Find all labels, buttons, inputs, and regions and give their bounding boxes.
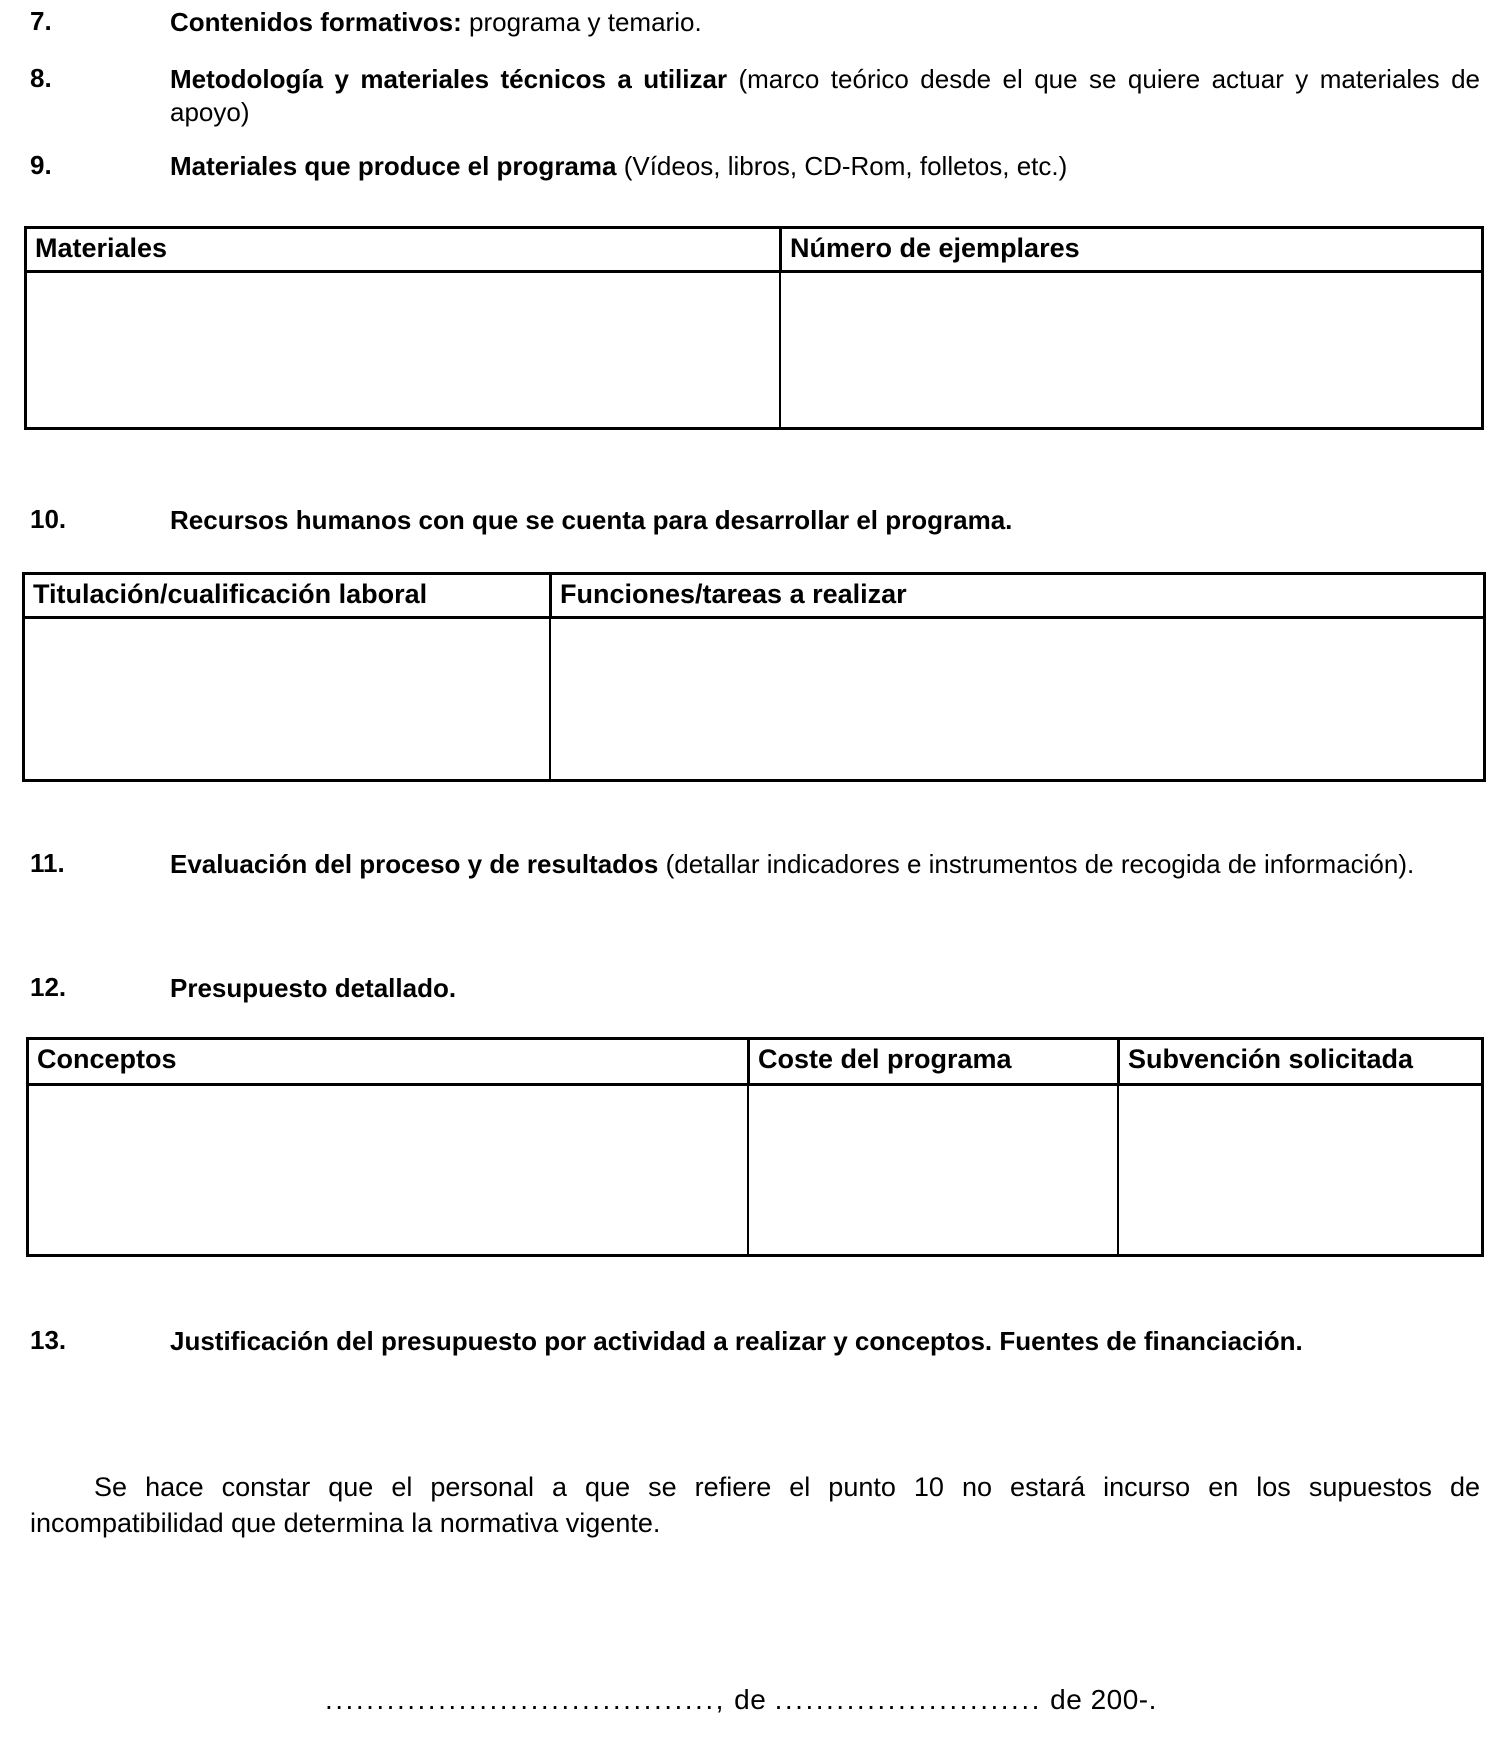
materiales-table-header-row: [27, 229, 1481, 273]
form-item-11: [30, 848, 1480, 881]
recursos-humanos-header-funciones: Funciones/tareas a realizar: [549, 575, 1483, 616]
signature-date-line: [325, 1684, 1157, 1716]
item-8-rest: (marco teórico desde el que se quiere actuar y materiales de apoyo): [170, 64, 1480, 128]
item-8-text: [170, 63, 1480, 130]
form-item-9: [30, 150, 1480, 183]
item-10-bold: Recursos humanos con que se cuenta para desarrollar el programa.: [170, 505, 1013, 535]
presupuesto-header-subvencion: Subvención solicitada: [1117, 1040, 1481, 1083]
presupuesto-cell-conceptos[interactable]: [29, 1086, 747, 1254]
item-9-bold: Materiales que produce el programa: [170, 151, 617, 181]
item-10-text: [170, 504, 1480, 537]
form-item-10: [30, 504, 1480, 537]
form-item-12: [30, 972, 1480, 1005]
item-11-bold: Evaluación del proceso y de resultados: [170, 849, 659, 879]
item-12-bold: Presupuesto detallado.: [170, 973, 457, 1003]
materiales-cell-materiales[interactable]: [27, 273, 779, 427]
item-11-text: [170, 848, 1480, 881]
presupuesto-table: [26, 1037, 1484, 1257]
month-dots[interactable]: ..........................: [774, 1684, 1042, 1715]
materiales-table: [24, 226, 1484, 430]
item-9-rest: (Vídeos, libros, CD-Rom, folletos, etc.): [616, 151, 1068, 181]
presupuesto-table-row[interactable]: [29, 1086, 1481, 1254]
recursos-humanos-header-titulacion: Titulación/cualificación laboral: [33, 579, 428, 609]
presupuesto-cell-coste[interactable]: [747, 1086, 1117, 1254]
item-13-bold: Justificación del presupuesto por actividad a realizar y conceptos. Fuentes de financiación.: [170, 1326, 1303, 1356]
item-7-text: [170, 6, 1470, 39]
item-11-rest: (detallar indicadores e instrumentos de recogida de información).: [658, 849, 1415, 879]
item-13-number: 13.: [30, 1325, 67, 1355]
de-label-2: de: [1041, 1684, 1091, 1715]
recursos-humanos-cell-titulacion[interactable]: [25, 619, 549, 779]
place-dots[interactable]: ......................................,: [325, 1684, 726, 1715]
item-13-text: [170, 1325, 1480, 1358]
materiales-table-header-materiales: Materiales: [35, 233, 168, 263]
presupuesto-cell-subvencion[interactable]: [1117, 1086, 1481, 1254]
year-value[interactable]: 200-.: [1090, 1684, 1157, 1715]
item-10-number: 10.: [30, 504, 67, 534]
recursos-humanos-table-header-row: [25, 575, 1483, 619]
materiales-table-header-numero: Número de ejemplares: [779, 229, 1481, 270]
materiales-cell-numero[interactable]: [779, 273, 1481, 427]
presupuesto-header-conceptos: Conceptos: [37, 1044, 177, 1074]
item-8-number: 8.: [30, 63, 52, 93]
recursos-humanos-cell-funciones[interactable]: [549, 619, 1483, 779]
item-8-bold: Metodología y materiales técnicos a utilizar: [170, 64, 728, 94]
form-item-8: [30, 63, 1480, 130]
item-12-text: [170, 972, 1480, 1005]
item-7-rest: programa y temario.: [461, 7, 702, 37]
form-item-13: [30, 1325, 1480, 1358]
item-7-number: 7.: [30, 6, 52, 36]
presupuesto-table-header-row: [29, 1040, 1481, 1086]
item-12-number: 12.: [30, 972, 67, 1002]
recursos-humanos-table-row[interactable]: [25, 619, 1483, 779]
item-9-number: 9.: [30, 150, 52, 180]
form-item-7: [30, 6, 1470, 39]
compatibility-statement: [30, 1470, 1480, 1542]
item-11-number: 11.: [30, 848, 65, 878]
presupuesto-header-coste: Coste del programa: [747, 1040, 1117, 1083]
item-7-bold: Contenidos formativos:: [170, 7, 462, 37]
materiales-table-row[interactable]: [27, 273, 1481, 427]
statement-text: Se hace constar que el personal a que se refiere el punto 10 no estará incurso en los supuestos de incompatibilidad que determina la normativa vigente.: [30, 1472, 1480, 1538]
de-label-1: de: [725, 1684, 775, 1715]
recursos-humanos-table: [22, 572, 1486, 782]
item-9-text: [170, 150, 1480, 183]
